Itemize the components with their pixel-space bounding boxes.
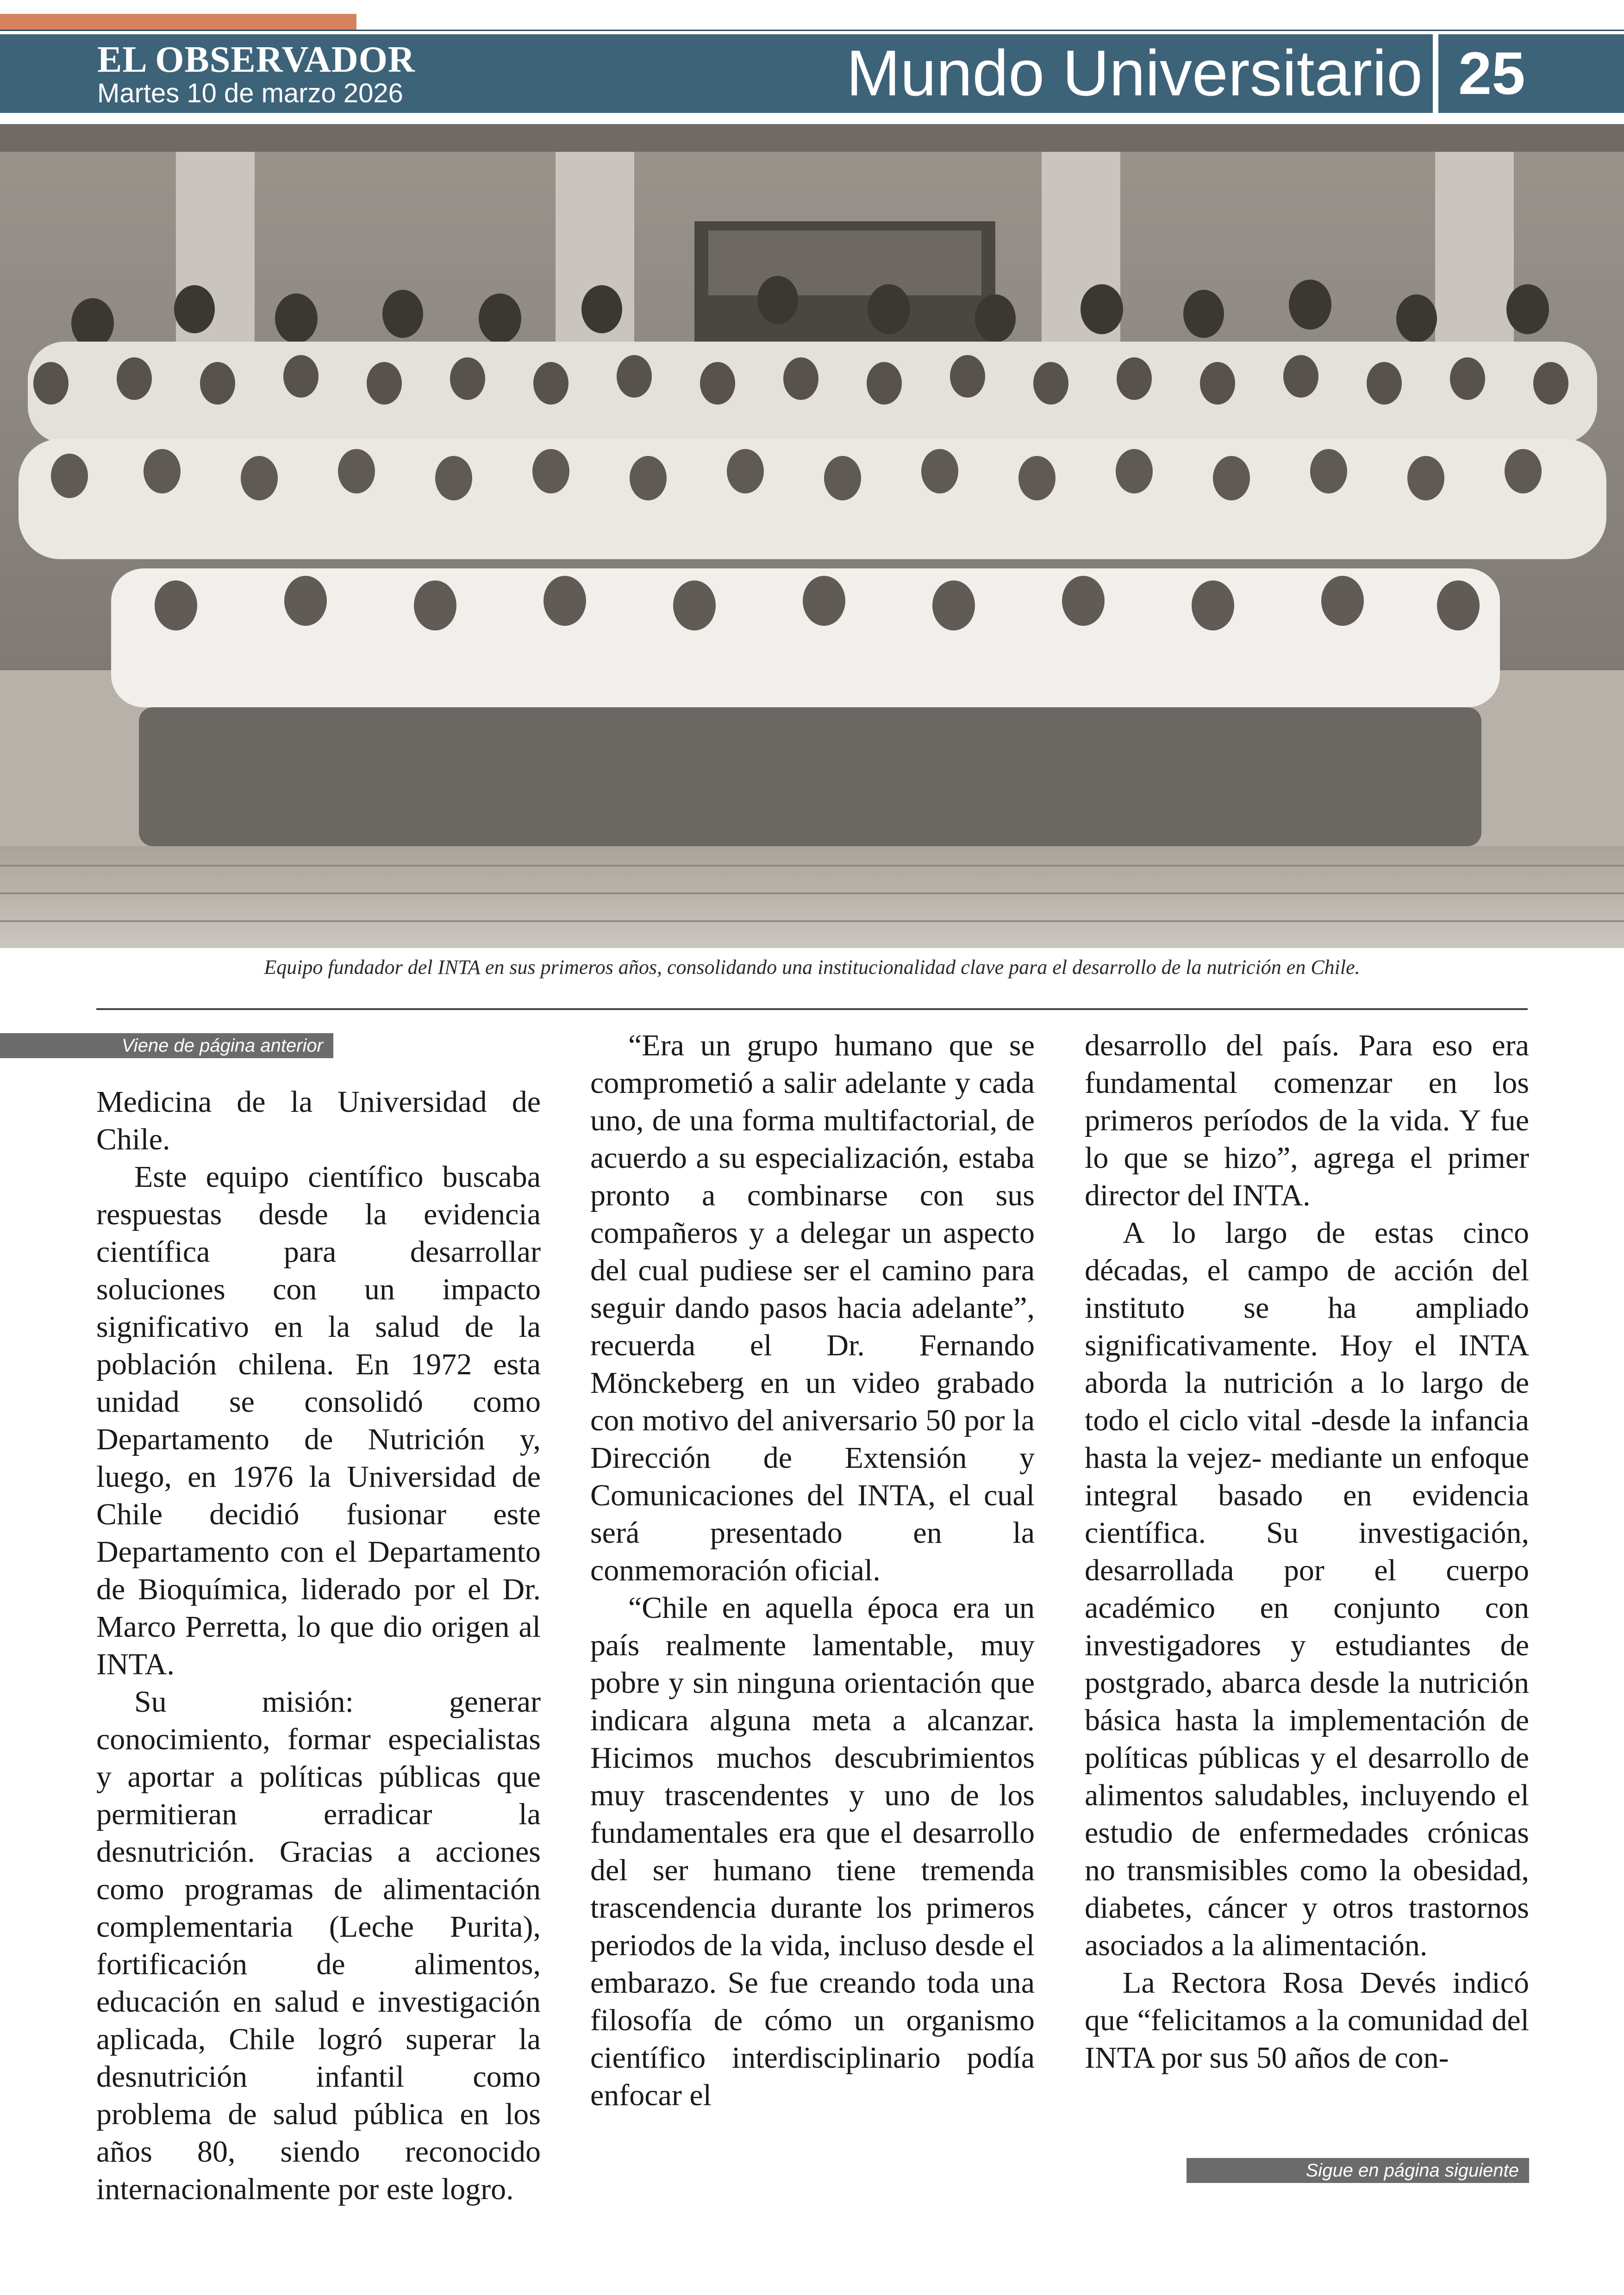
masthead-accent-strip	[0, 14, 356, 30]
paragraph: “Chile en aquella época era un país realmente lamentable, muy pobre y sin ninguna orientación que indicara alguna meta a alcanzar. Hicimos muchos descubrimientos muy trascendentes y uno de los fundamentales era que el desarrollo del ser humano tiene tremenda trascendencia durante los primeros periodos de la vida, incluso desde el embarazo. Se fue creando toda una filosofía de cómo un organismo científico interdisciplinario podía enfocar el	[590, 1591, 1035, 2112]
continues-on-tag: Sigue en página siguiente	[1187, 2158, 1529, 2183]
paragraph: desarrollo del país. Para eso era fundamental comenzar en los primeros períodos de la vida. Y fue lo que se hizo”, agrega el primer director del INTA.	[1085, 1029, 1529, 1212]
article-column-1	[96, 1083, 541, 2208]
page-number: 25	[1458, 39, 1525, 107]
article-column-2	[590, 1027, 1035, 2114]
publication-date: Martes 10 de marzo 2026	[97, 78, 403, 108]
caption-divider	[96, 1008, 1528, 1010]
continued-from-tag: Viene de página anterior	[0, 1033, 333, 1058]
paragraph: La Rectora Rosa Devés indicó que “felicitamos a la comunidad del INTA por sus 50 años de con-	[1085, 1966, 1529, 2075]
masthead	[0, 34, 1624, 113]
photo-caption: Equipo fundador del INTA en sus primeros años, consolidando una institucionalidad clave para el desarrollo de la nutrición en Chile.	[264, 956, 1360, 979]
paragraph: Este equipo científico buscaba respuestas desde la evidencia científica para desarrollar soluciones con un impacto significativo en la salud de la población chilena. En 1972 esta unidad se consolidó como Departamento de Nutrición y, luego, en 1976 la Universidad de Chile decidió fusionar este Departamento con el Departamento de Bioquímica, liderado por el Dr. Marco Perretta, lo que dio origen al INTA.	[96, 1160, 541, 1681]
page-number-divider	[1433, 34, 1438, 113]
paragraph: Su misión: generar conocimiento, formar especialistas y aportar a políticas públicas que permitieran erradicar la desnutrición. Gracias a acciones como programas de alimentación complementaria (Leche Purita), fortificación de alimentos, educación en salud e investigación aplicada, Chile logró superar la desnutrición infantil como problema de salud pública en los años 80, siendo reconocido internacionalmente por este logro.	[96, 1685, 541, 2206]
masthead-rule	[0, 30, 1624, 31]
group-photo-illustration	[0, 124, 1624, 948]
paragraph: Medicina de la Universidad de Chile.	[96, 1085, 541, 1156]
newspaper-name: EL OBSERVADOR	[97, 39, 415, 80]
section-title: Mundo Universitario	[846, 37, 1423, 109]
group-photo	[0, 124, 1624, 948]
article-column-3	[1085, 1027, 1529, 2077]
paragraph: A lo largo de estas cinco décadas, el campo de acción del instituto se ha ampliado significativamente. Hoy el INTA aborda la nutrición a lo largo de todo el ciclo vital -desde la infancia hasta la vejez- mediante un enfoque integral basado en evidencia científica. Su investigación, desarrollada por el cuerpo académico en conjunto con investigadores y estudiantes de postgrado, abarca desde la nutrición básica hasta la implementación de políticas públicas y el desarrollo de alimentos saludables, incluyendo el estudio de enfermedades crónicas no transmisibles como la obesidad, diabetes, cáncer y otros trastornos asociados a la alimentación.	[1085, 1216, 1529, 1962]
paragraph: “Era un grupo humano que se comprometió a salir adelante y cada uno, de una forma multifactorial, de acuerdo a su especialización, estaba pronto a combinarse con sus compañeros y a delegar un aspecto del cual pudiese ser el camino para seguir dando pasos hacia adelante”, recuerda el Dr. Fernando Mönckeberg en un video grabado con motivo del aniversario 50 por la Dirección de Extensión y Comunicaciones del INTA, el cual será presentado en la conmemoración oficial.	[590, 1029, 1035, 1587]
